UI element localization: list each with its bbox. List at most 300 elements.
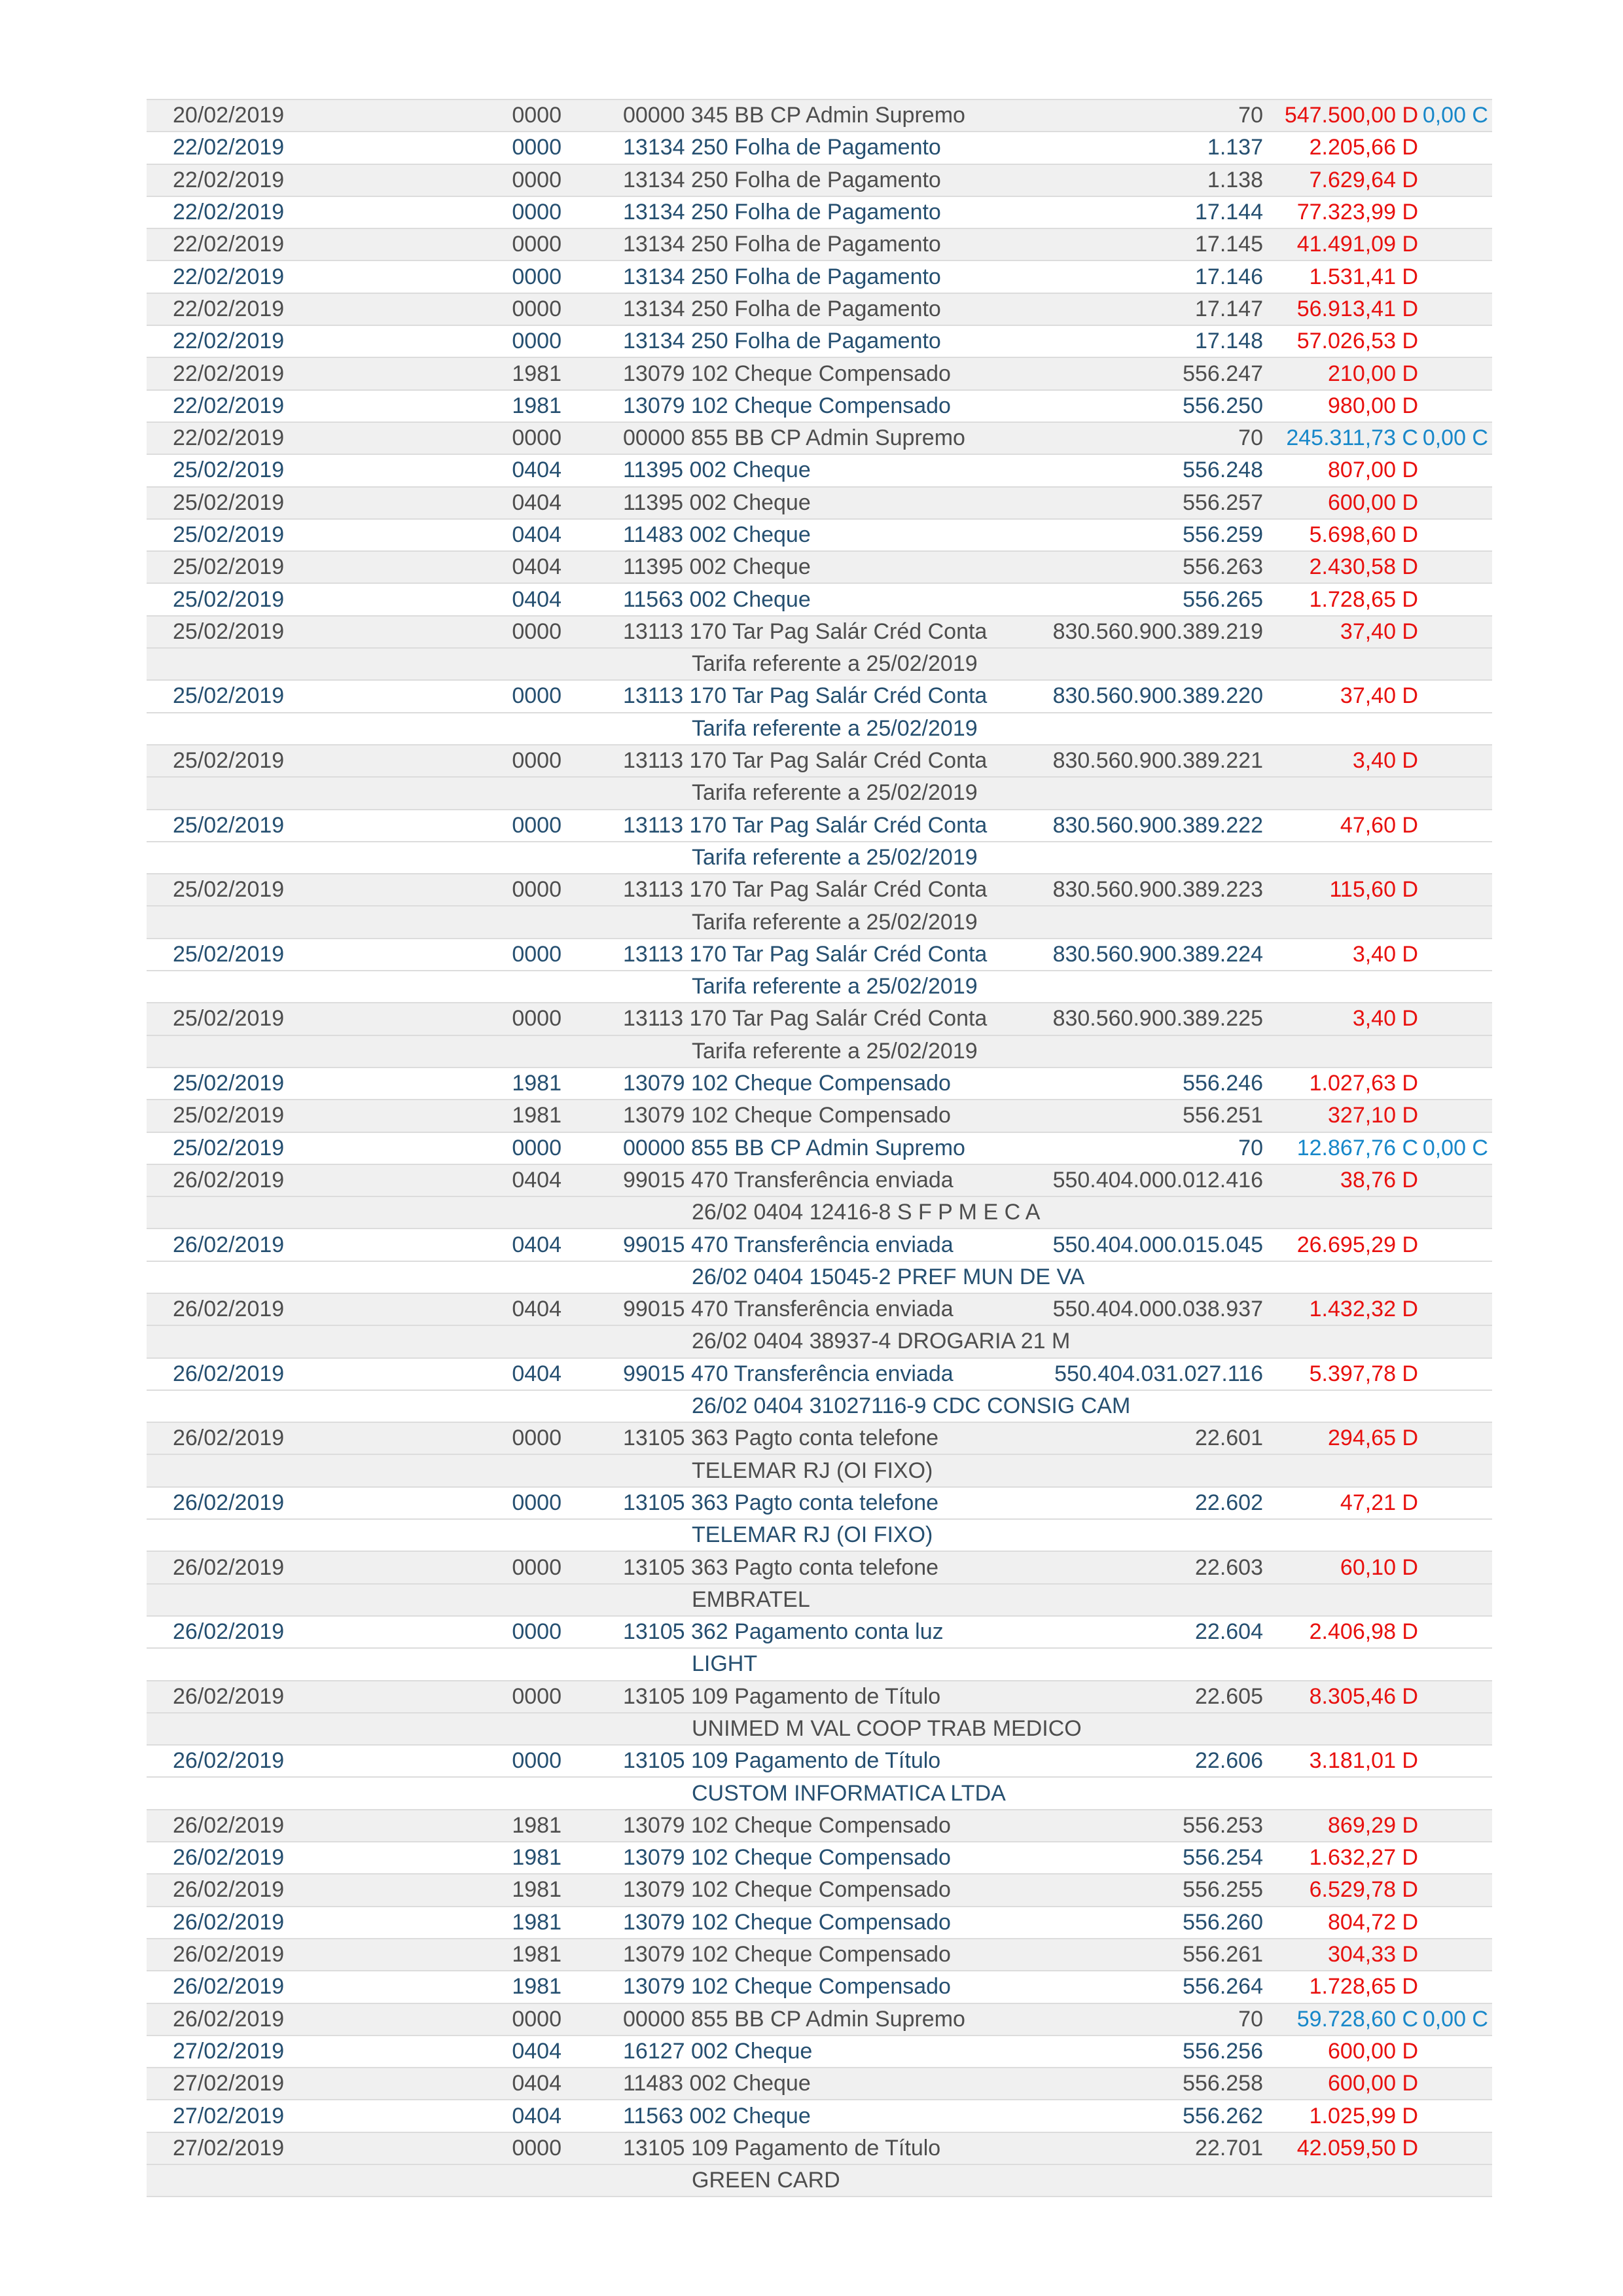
transaction-description: 11395 002 Cheque — [623, 457, 811, 483]
transaction-entry — [147, 358, 1492, 390]
table-row — [147, 584, 1492, 616]
transaction-date: 27/02/2019 — [173, 2038, 285, 2064]
agency-code: 1981 — [512, 1974, 562, 2000]
document-number: 22.603 — [1195, 1554, 1263, 1580]
table-row — [147, 1939, 1492, 1971]
document-number: 22.605 — [1195, 1683, 1263, 1709]
document-number: 22.604 — [1195, 1619, 1263, 1645]
transaction-entry — [147, 1133, 1492, 1165]
table-row — [147, 132, 1492, 164]
agency-code: 0404 — [512, 1232, 562, 1257]
document-number: 556.265 — [1183, 586, 1263, 612]
agency-code: 0000 — [512, 619, 562, 644]
table-row — [147, 1068, 1492, 1100]
document-number: 830.560.900.389.224 — [1052, 941, 1263, 967]
table-row — [147, 617, 1492, 649]
table-row — [147, 745, 1492, 778]
agency-code: 1981 — [512, 1877, 562, 1903]
transaction-amount: 59.728,60 C — [1296, 2006, 1418, 2032]
document-number: 17.145 — [1195, 232, 1263, 257]
agency-code: 0404 — [512, 457, 562, 483]
document-number: 556.255 — [1183, 1877, 1263, 1903]
transaction-date: 25/02/2019 — [173, 877, 285, 903]
transaction-date: 22/02/2019 — [173, 425, 285, 451]
transaction-amount: 60,10 D — [1340, 1554, 1418, 1580]
transaction-entry — [147, 1746, 1492, 1810]
table-row-detail — [147, 1520, 1492, 1552]
transaction-detail-text: Tarifa referente a 25/02/2019 — [692, 909, 978, 935]
table-row — [147, 1746, 1492, 1778]
table-row — [147, 874, 1492, 906]
transaction-description: 99015 470 Transferência enviada — [623, 1232, 954, 1257]
transaction-detail-text: Tarifa referente a 25/02/2019 — [692, 651, 978, 677]
document-number: 550.404.000.015.045 — [1052, 1232, 1263, 1257]
agency-code: 0000 — [512, 1490, 562, 1515]
agency-code: 0000 — [512, 200, 562, 225]
transaction-amount: 41.491,09 D — [1296, 232, 1418, 257]
agency-code: 0000 — [512, 1554, 562, 1580]
transaction-description: 00000 345 BB CP Admin Supremo — [623, 103, 965, 128]
document-number: 556.247 — [1183, 361, 1263, 386]
table-row — [147, 197, 1492, 229]
document-number: 22.601 — [1195, 1426, 1263, 1451]
transaction-entry — [147, 294, 1492, 326]
transaction-detail-text: TELEMAR RJ (OI FIXO) — [692, 1458, 933, 1483]
transaction-amount: 26.695,29 D — [1296, 1232, 1418, 1257]
transaction-detail-text: LIGHT — [692, 1651, 758, 1677]
table-row — [147, 2004, 1492, 2036]
transaction-entry — [147, 488, 1492, 520]
transaction-date: 26/02/2019 — [173, 1167, 285, 1193]
transaction-description: 11395 002 Cheque — [623, 554, 811, 580]
transaction-detail-text: 26/02 0404 31027116-9 CDC CONSIG CAM — [692, 1393, 1131, 1419]
transaction-date: 25/02/2019 — [173, 812, 285, 838]
transaction-date: 27/02/2019 — [173, 2103, 285, 2128]
agency-code: 1981 — [512, 1909, 562, 1935]
transaction-description: 99015 470 Transferência enviada — [623, 1361, 954, 1386]
agency-code: 0000 — [512, 748, 562, 774]
table-row-detail — [147, 1455, 1492, 1487]
balance-amount: 0,00 C — [1422, 2006, 1488, 2032]
table-row — [147, 391, 1492, 423]
table-row — [147, 2133, 1492, 2165]
table-row — [147, 358, 1492, 390]
transaction-date: 25/02/2019 — [173, 1071, 285, 1096]
transaction-description: 13079 102 Cheque Compensado — [623, 1909, 951, 1935]
table-row — [147, 1971, 1492, 2003]
transaction-entry — [147, 1842, 1492, 1874]
transaction-description: 13113 170 Tar Pag Salár Créd Conta — [623, 877, 988, 903]
document-number: 70 — [1238, 425, 1263, 451]
table-row — [147, 1874, 1492, 1907]
table-row-detail — [147, 649, 1492, 681]
transaction-date: 26/02/2019 — [173, 1619, 285, 1645]
transaction-date: 25/02/2019 — [173, 683, 285, 709]
document-number: 22.701 — [1195, 2135, 1263, 2161]
transaction-description: 13079 102 Cheque Compensado — [623, 393, 951, 418]
transaction-amount: 1.432,32 D — [1309, 1297, 1418, 1322]
transaction-amount: 47,60 D — [1340, 812, 1418, 838]
transaction-amount: 42.059,50 D — [1296, 2135, 1418, 2161]
transaction-description: 00000 855 BB CP Admin Supremo — [623, 425, 965, 451]
document-number: 556.248 — [1183, 457, 1263, 483]
transaction-amount: 2.406,98 D — [1309, 1619, 1418, 1645]
balance-amount: 0,00 C — [1422, 103, 1488, 128]
table-row — [147, 1681, 1492, 1713]
transaction-description: 13134 250 Folha de Pagamento — [623, 135, 941, 160]
transaction-date: 25/02/2019 — [173, 1006, 285, 1031]
transaction-date: 25/02/2019 — [173, 554, 285, 580]
agency-code: 0404 — [512, 554, 562, 580]
agency-code: 0000 — [512, 135, 562, 160]
transaction-amount: 37,40 D — [1340, 683, 1418, 709]
transaction-amount: 5.397,78 D — [1309, 1361, 1418, 1386]
table-row-detail — [147, 2165, 1492, 2197]
agency-code: 0404 — [512, 2038, 562, 2064]
agency-code: 0000 — [512, 1748, 562, 1774]
document-number: 556.250 — [1183, 393, 1263, 418]
table-row — [147, 1294, 1492, 1326]
document-number: 556.256 — [1183, 2038, 1263, 2064]
transaction-amount: 1.531,41 D — [1309, 264, 1418, 289]
transaction-entry — [147, 1294, 1492, 1359]
agency-code: 0000 — [512, 103, 562, 128]
transaction-date: 25/02/2019 — [173, 586, 285, 612]
document-number: 556.263 — [1183, 554, 1263, 580]
document-number: 550.404.031.027.116 — [1054, 1361, 1263, 1386]
transaction-amount: 327,10 D — [1328, 1103, 1418, 1128]
transaction-description: 13113 170 Tar Pag Salár Créd Conta — [623, 748, 988, 774]
transaction-entry — [147, 423, 1492, 455]
transaction-description: 13105 109 Pagamento de Título — [623, 1683, 941, 1709]
transaction-entry — [147, 552, 1492, 584]
agency-code: 0000 — [512, 2135, 562, 2161]
transaction-amount: 7.629,64 D — [1309, 167, 1418, 192]
transaction-description: 13113 170 Tar Pag Salár Créd Conta — [623, 683, 988, 709]
transaction-description: 11483 002 Cheque — [623, 2071, 811, 2096]
transaction-amount: 2.205,66 D — [1309, 135, 1418, 160]
agency-code: 1981 — [512, 1103, 562, 1128]
transaction-date: 22/02/2019 — [173, 232, 285, 257]
transaction-entry — [147, 1003, 1492, 1068]
transaction-detail-text: 26/02 0404 12416-8 S F P M E C A — [692, 1200, 1041, 1225]
transaction-amount: 6.529,78 D — [1309, 1877, 1418, 1903]
transaction-entry — [147, 1359, 1492, 1424]
table-row — [147, 165, 1492, 197]
transaction-amount: 77.323,99 D — [1296, 200, 1418, 225]
transaction-entry — [147, 939, 1492, 1004]
transaction-description: 13134 250 Folha de Pagamento — [623, 167, 941, 192]
transaction-description: 11395 002 Cheque — [623, 490, 811, 515]
table-row — [147, 488, 1492, 520]
transaction-amount: 5.698,60 D — [1309, 522, 1418, 547]
document-number: 830.560.900.389.220 — [1052, 683, 1263, 709]
transaction-entry — [147, 874, 1492, 939]
transaction-description: 16127 002 Cheque — [623, 2038, 813, 2064]
agency-code: 0000 — [512, 877, 562, 903]
table-row — [147, 1423, 1492, 1455]
transaction-detail-text: TELEMAR RJ (OI FIXO) — [692, 1522, 933, 1548]
agency-code: 1981 — [512, 361, 562, 386]
agency-code: 0000 — [512, 1135, 562, 1160]
transaction-date: 27/02/2019 — [173, 2135, 285, 2161]
agency-code: 0000 — [512, 1006, 562, 1031]
transaction-detail-text: Tarifa referente a 25/02/2019 — [692, 974, 978, 999]
transaction-description: 13113 170 Tar Pag Salár Créd Conta — [623, 812, 988, 838]
table-row — [147, 552, 1492, 584]
document-number: 556.260 — [1183, 1909, 1263, 1935]
transaction-description: 11563 002 Cheque — [623, 586, 811, 612]
transaction-entry — [147, 1874, 1492, 1907]
transaction-description: 13105 362 Pagamento conta luz — [623, 1619, 944, 1645]
transaction-entry — [147, 1617, 1492, 1681]
transaction-date: 22/02/2019 — [173, 296, 285, 321]
document-number: 22.606 — [1195, 1748, 1263, 1774]
transaction-date: 26/02/2019 — [173, 1297, 285, 1322]
transaction-date: 25/02/2019 — [173, 1135, 285, 1160]
balance-amount: 0,00 C — [1422, 425, 1488, 451]
transaction-amount: 1.728,65 D — [1309, 1974, 1418, 2000]
document-number: 830.560.900.389.219 — [1052, 619, 1263, 644]
document-number: 17.144 — [1195, 200, 1263, 225]
transaction-date: 25/02/2019 — [173, 619, 285, 644]
transaction-date: 26/02/2019 — [173, 1877, 285, 1903]
transaction-entry — [147, 2133, 1492, 2198]
document-number: 556.261 — [1183, 1942, 1263, 1967]
transaction-description: 11563 002 Cheque — [623, 2103, 811, 2128]
table-row — [147, 1552, 1492, 1584]
document-number: 830.560.900.389.223 — [1052, 877, 1263, 903]
transaction-date: 22/02/2019 — [173, 135, 285, 160]
agency-code: 0404 — [512, 2103, 562, 2128]
transaction-amount: 1.027,63 D — [1309, 1071, 1418, 1096]
table-row — [147, 2068, 1492, 2100]
transaction-description: 13079 102 Cheque Compensado — [623, 1942, 951, 1967]
agency-code: 0404 — [512, 1167, 562, 1193]
transaction-entry — [147, 1229, 1492, 1294]
transaction-date: 27/02/2019 — [173, 2071, 285, 2096]
transaction-entry — [147, 681, 1492, 745]
transaction-amount: 1.728,65 D — [1309, 586, 1418, 612]
transaction-entry — [147, 197, 1492, 229]
agency-code: 0404 — [512, 1361, 562, 1386]
transaction-amount: 1.632,27 D — [1309, 1845, 1418, 1871]
transaction-detail-text: Tarifa referente a 25/02/2019 — [692, 780, 978, 806]
transaction-entry — [147, 1165, 1492, 1230]
agency-code: 0000 — [512, 329, 562, 354]
table-row-detail — [147, 906, 1492, 939]
transaction-date: 22/02/2019 — [173, 264, 285, 289]
transaction-description: 13105 363 Pagto conta telefone — [623, 1490, 939, 1515]
agency-code: 1981 — [512, 1845, 562, 1871]
transaction-amount: 115,60 D — [1329, 877, 1418, 903]
table-row-detail — [147, 971, 1492, 1003]
document-number: 556.264 — [1183, 1974, 1263, 2000]
transaction-description: 13079 102 Cheque Compensado — [623, 1877, 951, 1903]
transaction-detail-text: UNIMED M VAL COOP TRAB MEDICO — [692, 1715, 1082, 1741]
transaction-description: 13113 170 Tar Pag Salár Créd Conta — [623, 941, 988, 967]
table-row — [147, 455, 1492, 487]
transaction-entry — [147, 810, 1492, 875]
transaction-entry — [147, 617, 1492, 681]
table-row — [147, 2036, 1492, 2068]
table-row — [147, 1617, 1492, 1649]
transaction-date: 20/02/2019 — [173, 103, 285, 128]
table-row-detail — [147, 713, 1492, 745]
transaction-description: 13134 250 Folha de Pagamento — [623, 264, 941, 289]
table-row — [147, 1842, 1492, 1874]
transaction-description: 13079 102 Cheque Compensado — [623, 1812, 951, 1838]
agency-code: 0000 — [512, 1619, 562, 1645]
agency-code: 0404 — [512, 490, 562, 515]
table-row — [147, 1165, 1492, 1197]
agency-code: 1981 — [512, 393, 562, 418]
agency-code: 0404 — [512, 586, 562, 612]
transaction-entry — [147, 1488, 1492, 1552]
table-row — [147, 261, 1492, 293]
transaction-amount: 3,40 D — [1352, 1006, 1418, 1031]
transaction-entry — [147, 1423, 1492, 1488]
transaction-detail-text: Tarifa referente a 25/02/2019 — [692, 715, 978, 741]
transaction-detail-text: 26/02 0404 15045-2 PREF MUN DE VA — [692, 1264, 1085, 1289]
transaction-detail-text: EMBRATEL — [692, 1587, 810, 1612]
document-number: 556.262 — [1183, 2103, 1263, 2128]
document-number: 830.560.900.389.221 — [1052, 748, 1263, 774]
transaction-detail-text: Tarifa referente a 25/02/2019 — [692, 844, 978, 870]
table-row-detail — [147, 1197, 1492, 1229]
document-number: 556.254 — [1183, 1845, 1263, 1871]
table-row — [147, 423, 1492, 455]
transaction-date: 22/02/2019 — [173, 167, 285, 192]
agency-code: 0000 — [512, 683, 562, 709]
table-row-detail — [147, 1649, 1492, 1681]
document-number: 70 — [1238, 1135, 1263, 1160]
transaction-date: 22/02/2019 — [173, 393, 285, 418]
table-row-detail — [147, 1262, 1492, 1294]
transaction-entry — [147, 1810, 1492, 1842]
agency-code: 0000 — [512, 296, 562, 321]
transaction-entry — [147, 326, 1492, 358]
transaction-description: 13079 102 Cheque Compensado — [623, 1974, 951, 2000]
document-number: 550.404.000.012.416 — [1052, 1167, 1263, 1193]
document-number: 830.560.900.389.225 — [1052, 1006, 1263, 1031]
transaction-entry — [147, 165, 1492, 197]
transaction-description: 13134 250 Folha de Pagamento — [623, 232, 941, 257]
transaction-amount: 2.430,58 D — [1309, 554, 1418, 580]
transaction-entry — [147, 1971, 1492, 2003]
agency-code: 0404 — [512, 2071, 562, 2096]
transaction-date: 26/02/2019 — [173, 1683, 285, 1709]
agency-code: 0000 — [512, 264, 562, 289]
table-row — [147, 100, 1492, 132]
document-number: 556.258 — [1183, 2071, 1263, 2096]
transaction-amount: 8.305,46 D — [1309, 1683, 1418, 1709]
transaction-date: 26/02/2019 — [173, 1812, 285, 1838]
transaction-entry — [147, 584, 1492, 616]
table-row — [147, 520, 1492, 552]
table-row-detail — [147, 1585, 1492, 1617]
transaction-date: 25/02/2019 — [173, 748, 285, 774]
agency-code: 1981 — [512, 1812, 562, 1838]
transaction-description: 99015 470 Transferência enviada — [623, 1297, 954, 1322]
document-number: 550.404.000.038.937 — [1052, 1297, 1263, 1322]
transaction-amount: 980,00 D — [1328, 393, 1418, 418]
transaction-amount: 1.025,99 D — [1309, 2103, 1418, 2128]
transaction-date: 22/02/2019 — [173, 361, 285, 386]
transaction-detail-text: CUSTOM INFORMATICA LTDA — [692, 1780, 1006, 1806]
agency-code: 0404 — [512, 522, 562, 547]
transaction-amount: 245.311,73 C — [1286, 425, 1418, 451]
transaction-amount: 38,76 D — [1340, 1167, 1418, 1193]
table-row — [147, 294, 1492, 326]
transaction-date: 26/02/2019 — [173, 1909, 285, 1935]
transaction-description: 13105 363 Pagto conta telefone — [623, 1554, 939, 1580]
transaction-entry — [147, 391, 1492, 423]
transaction-amount: 47,21 D — [1340, 1490, 1418, 1515]
table-row-detail — [147, 778, 1492, 810]
transaction-date: 26/02/2019 — [173, 1845, 285, 1871]
transaction-date: 25/02/2019 — [173, 941, 285, 967]
agency-code: 0000 — [512, 2006, 562, 2032]
transaction-date: 25/02/2019 — [173, 1103, 285, 1128]
transaction-description: 13134 250 Folha de Pagamento — [623, 296, 941, 321]
agency-code: 0000 — [512, 941, 562, 967]
transaction-detail-text: GREEN CARD — [692, 2168, 840, 2193]
transaction-date: 26/02/2019 — [173, 1232, 285, 1257]
document-number: 1.137 — [1207, 135, 1263, 160]
transaction-description: 13079 102 Cheque Compensado — [623, 1071, 951, 1096]
agency-code: 1981 — [512, 1942, 562, 1967]
document-number: 556.259 — [1183, 522, 1263, 547]
transaction-entry — [147, 1681, 1492, 1746]
transaction-amount: 304,33 D — [1328, 1942, 1418, 1967]
transaction-entry — [147, 1939, 1492, 1971]
transaction-description: 00000 855 BB CP Admin Supremo — [623, 2006, 965, 2032]
transaction-entry — [147, 2004, 1492, 2036]
transaction-entry — [147, 745, 1492, 810]
document-number: 1.138 — [1207, 167, 1263, 192]
transaction-entry — [147, 229, 1492, 261]
transaction-description: 11483 002 Cheque — [623, 522, 811, 547]
table-row — [147, 326, 1492, 358]
transaction-amount: 600,00 D — [1328, 2038, 1418, 2064]
transaction-date: 26/02/2019 — [173, 1942, 285, 1967]
agency-code: 0404 — [512, 1297, 562, 1322]
agency-code: 1981 — [512, 1071, 562, 1096]
transaction-date: 26/02/2019 — [173, 1554, 285, 1580]
transaction-description: 13113 170 Tar Pag Salár Créd Conta — [623, 619, 988, 644]
transaction-description: 13134 250 Folha de Pagamento — [623, 329, 941, 354]
transaction-entry — [147, 132, 1492, 164]
agency-code: 0000 — [512, 232, 562, 257]
transaction-amount: 56.913,41 D — [1296, 296, 1418, 321]
transaction-description: 13079 102 Cheque Compensado — [623, 1103, 951, 1128]
table-row-detail — [147, 842, 1492, 874]
transaction-entry — [147, 100, 1492, 132]
table-row — [147, 1810, 1492, 1842]
transaction-amount: 294,65 D — [1328, 1426, 1418, 1451]
transaction-entry — [147, 2100, 1492, 2132]
transaction-description: 00000 855 BB CP Admin Supremo — [623, 1135, 965, 1160]
transaction-amount: 804,72 D — [1328, 1909, 1418, 1935]
document-number: 17.147 — [1195, 296, 1263, 321]
document-number: 556.246 — [1183, 1071, 1263, 1096]
transaction-date: 26/02/2019 — [173, 2006, 285, 2032]
transaction-amount: 210,00 D — [1328, 361, 1418, 386]
transaction-amount: 3,40 D — [1352, 748, 1418, 774]
transaction-entry — [147, 1907, 1492, 1939]
transaction-entry — [147, 2036, 1492, 2068]
